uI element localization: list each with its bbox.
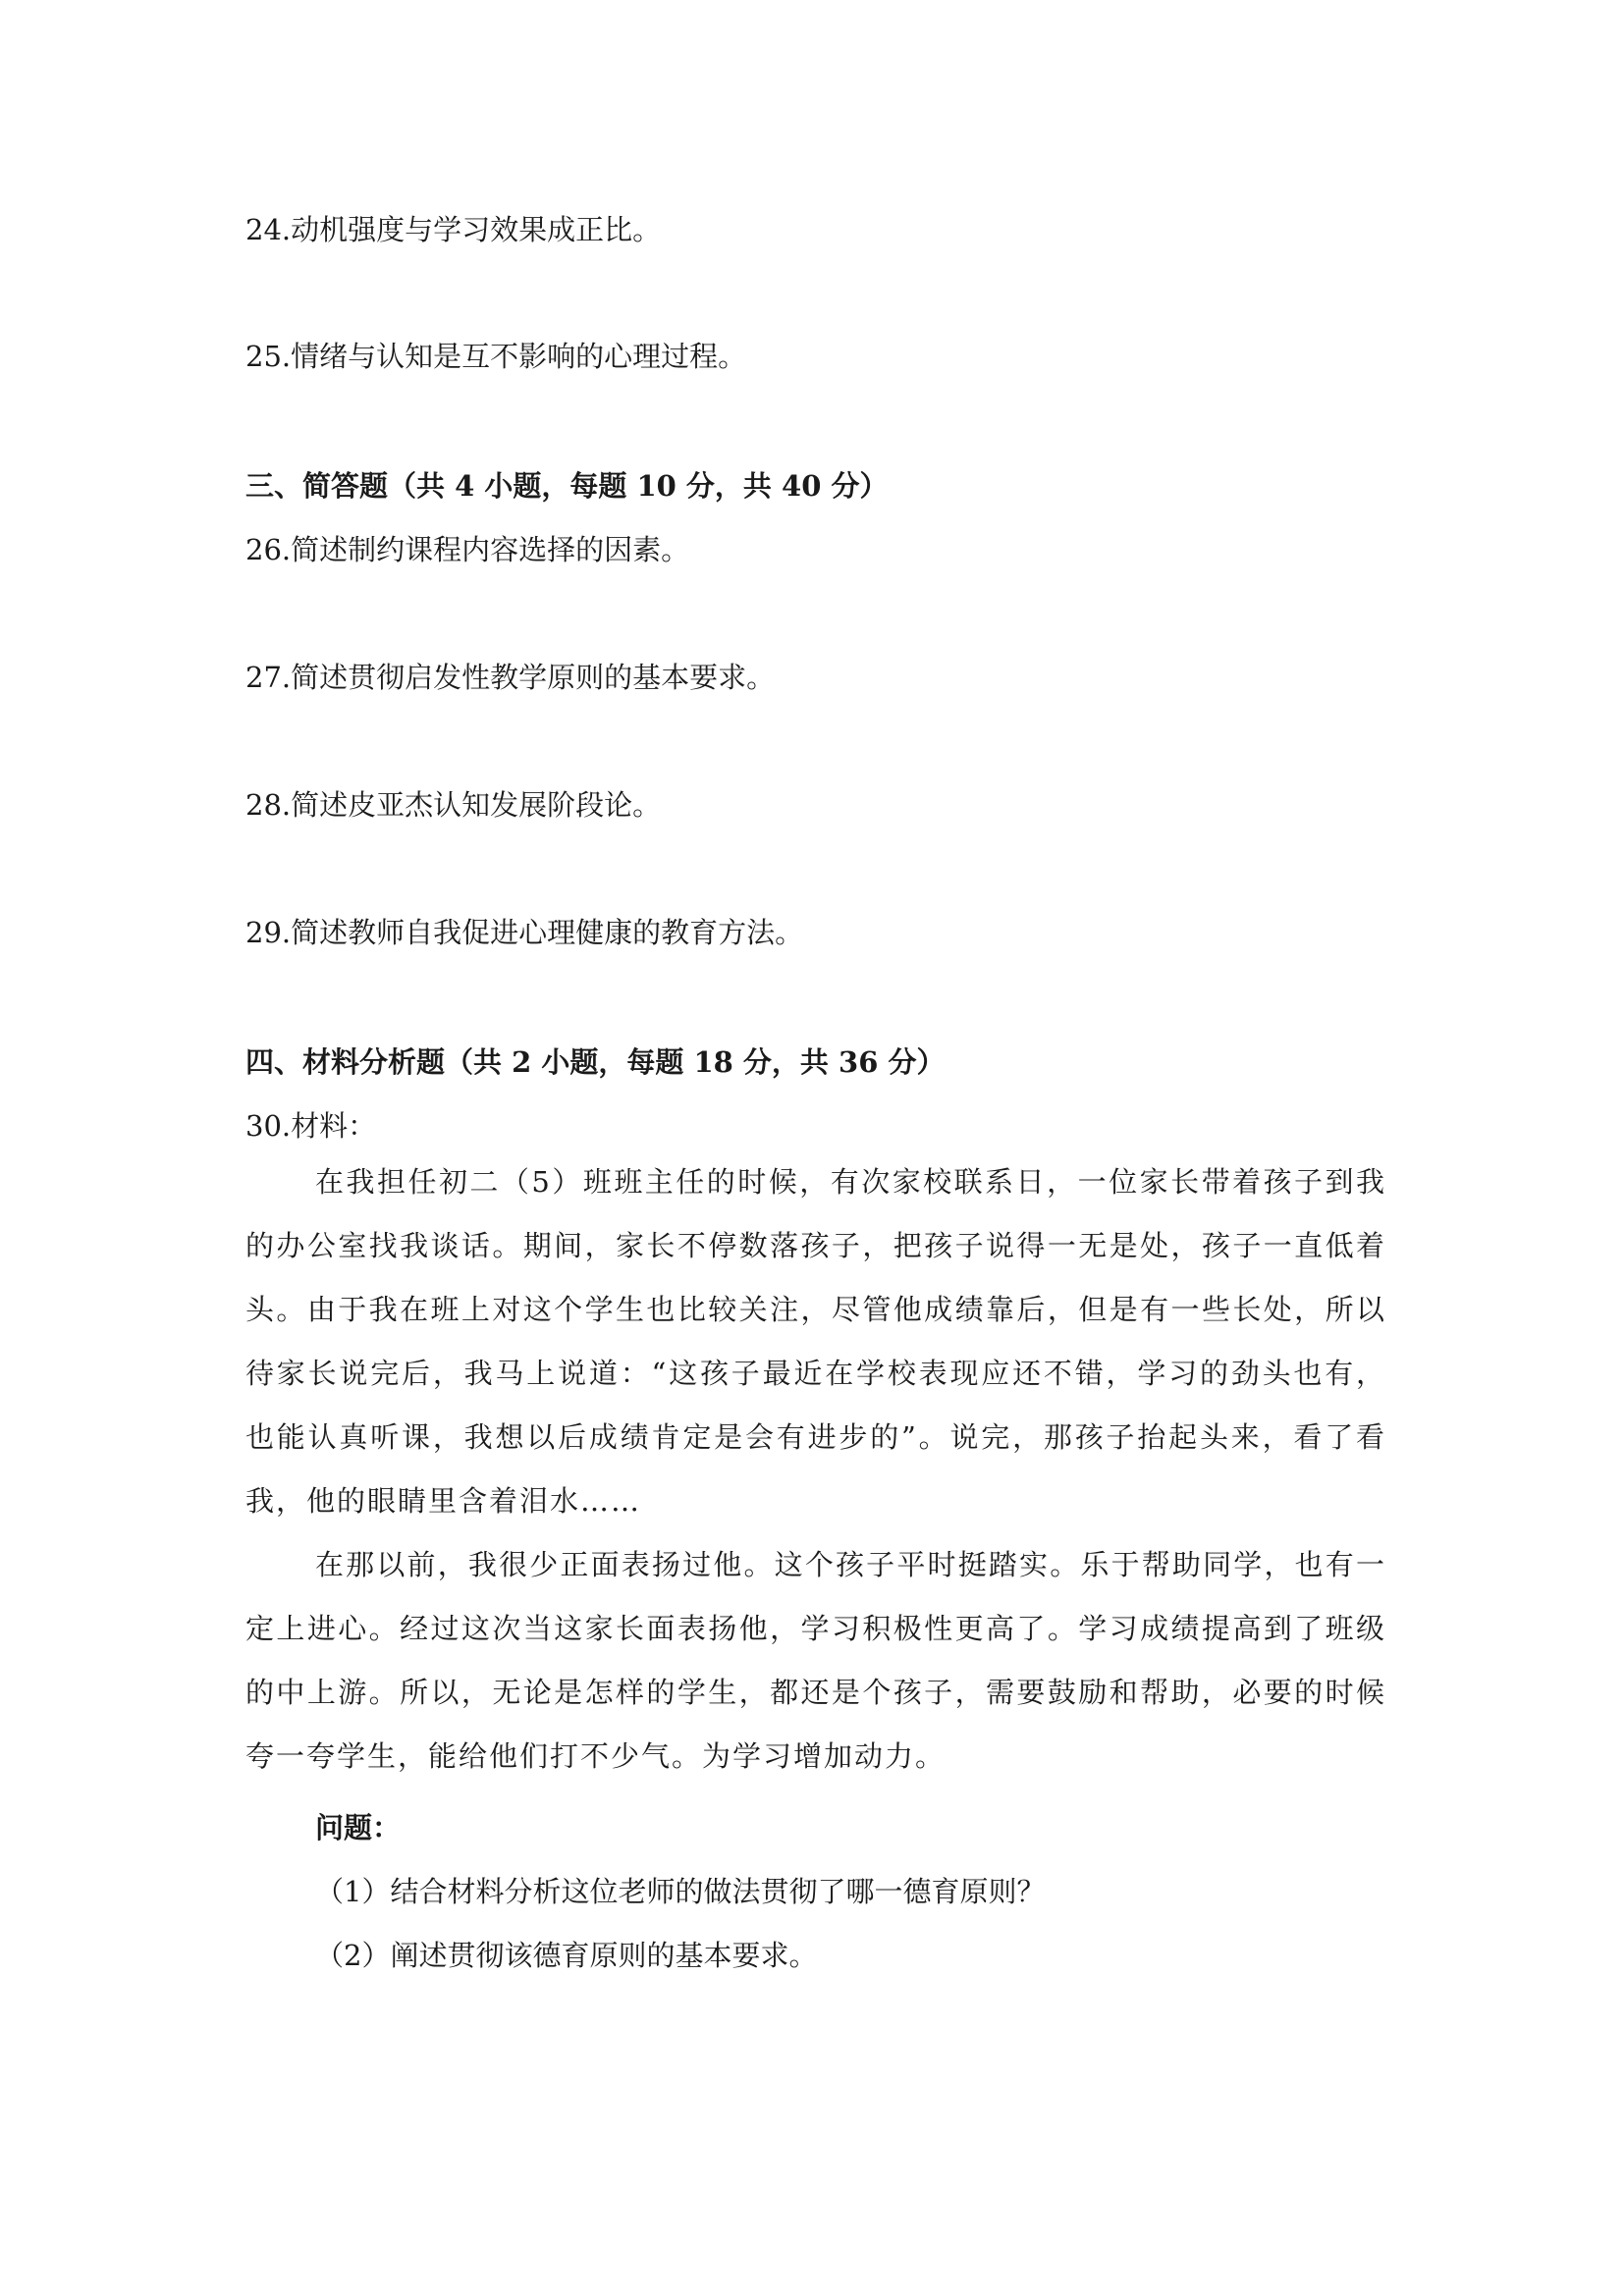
question-28: 28.简述皮亚杰认知发展阶段论。 bbox=[245, 788, 662, 822]
question-30-label: 30.材料： bbox=[245, 1109, 377, 1143]
question-30-part-1: （1）结合材料分析这位老师的做法贯彻了哪一德育原则？ bbox=[315, 1875, 1046, 1908]
question-26: 26.简述制约课程内容选择的因素。 bbox=[245, 533, 690, 566]
question-label: 问题： bbox=[315, 1811, 402, 1844]
question-29: 29.简述教师自我促进心理健康的教育方法。 bbox=[245, 916, 804, 949]
question-25: 25.情绪与认知是互不影响的心理过程。 bbox=[245, 340, 747, 373]
material-paragraph-1: 在我担任初二（5）班班主任的时候，有次家校联系日，一位家长带着孩子到我的办公室找我谈话。期间，家长不停数落孩子，把孩子说得一无是处，孩子一直低着头。由于我在班上对这个学生也比较关注，尽管他成绩靠后，但是有一些长处，所以待家长说完后，我马上说道：“这孩子最近在学校表现应还不错，学习的劲头也有，也能认真听课，我想以后成绩肯定是会有进步的”。说完，那孩子抬起头来，看了看我，他的眼睛里含着泪水…… bbox=[245, 1165, 1386, 1518]
material-paragraph-2: 在那以前，我很少正面表扬过他。这个孩子平时挺踏实。乐于帮助同学，也有一定上进心。经过这次当这家长面表扬他，学习积极性更高了。学习成绩提高到了班级的中上游。所以，无论是怎样的学生，都还是个孩子，需要鼓励和帮助，必要的时候夸一夸学生，能给他们打不少气。为学习增加动力。 bbox=[245, 1548, 1386, 1773]
section-3-heading: 三、简答题（共 4 小题，每题 10 分，共 40 分） bbox=[245, 469, 889, 503]
question-27: 27.简述贯彻启发性教学原则的基本要求。 bbox=[245, 661, 776, 694]
question-30-part-2: （2）阐述贯彻该德育原则的基本要求。 bbox=[315, 1939, 818, 1972]
question-24: 24.动机强度与学习效果成正比。 bbox=[245, 213, 662, 246]
section-4-heading: 四、材料分析题（共 2 小题，每题 18 分，共 36 分） bbox=[245, 1045, 946, 1079]
